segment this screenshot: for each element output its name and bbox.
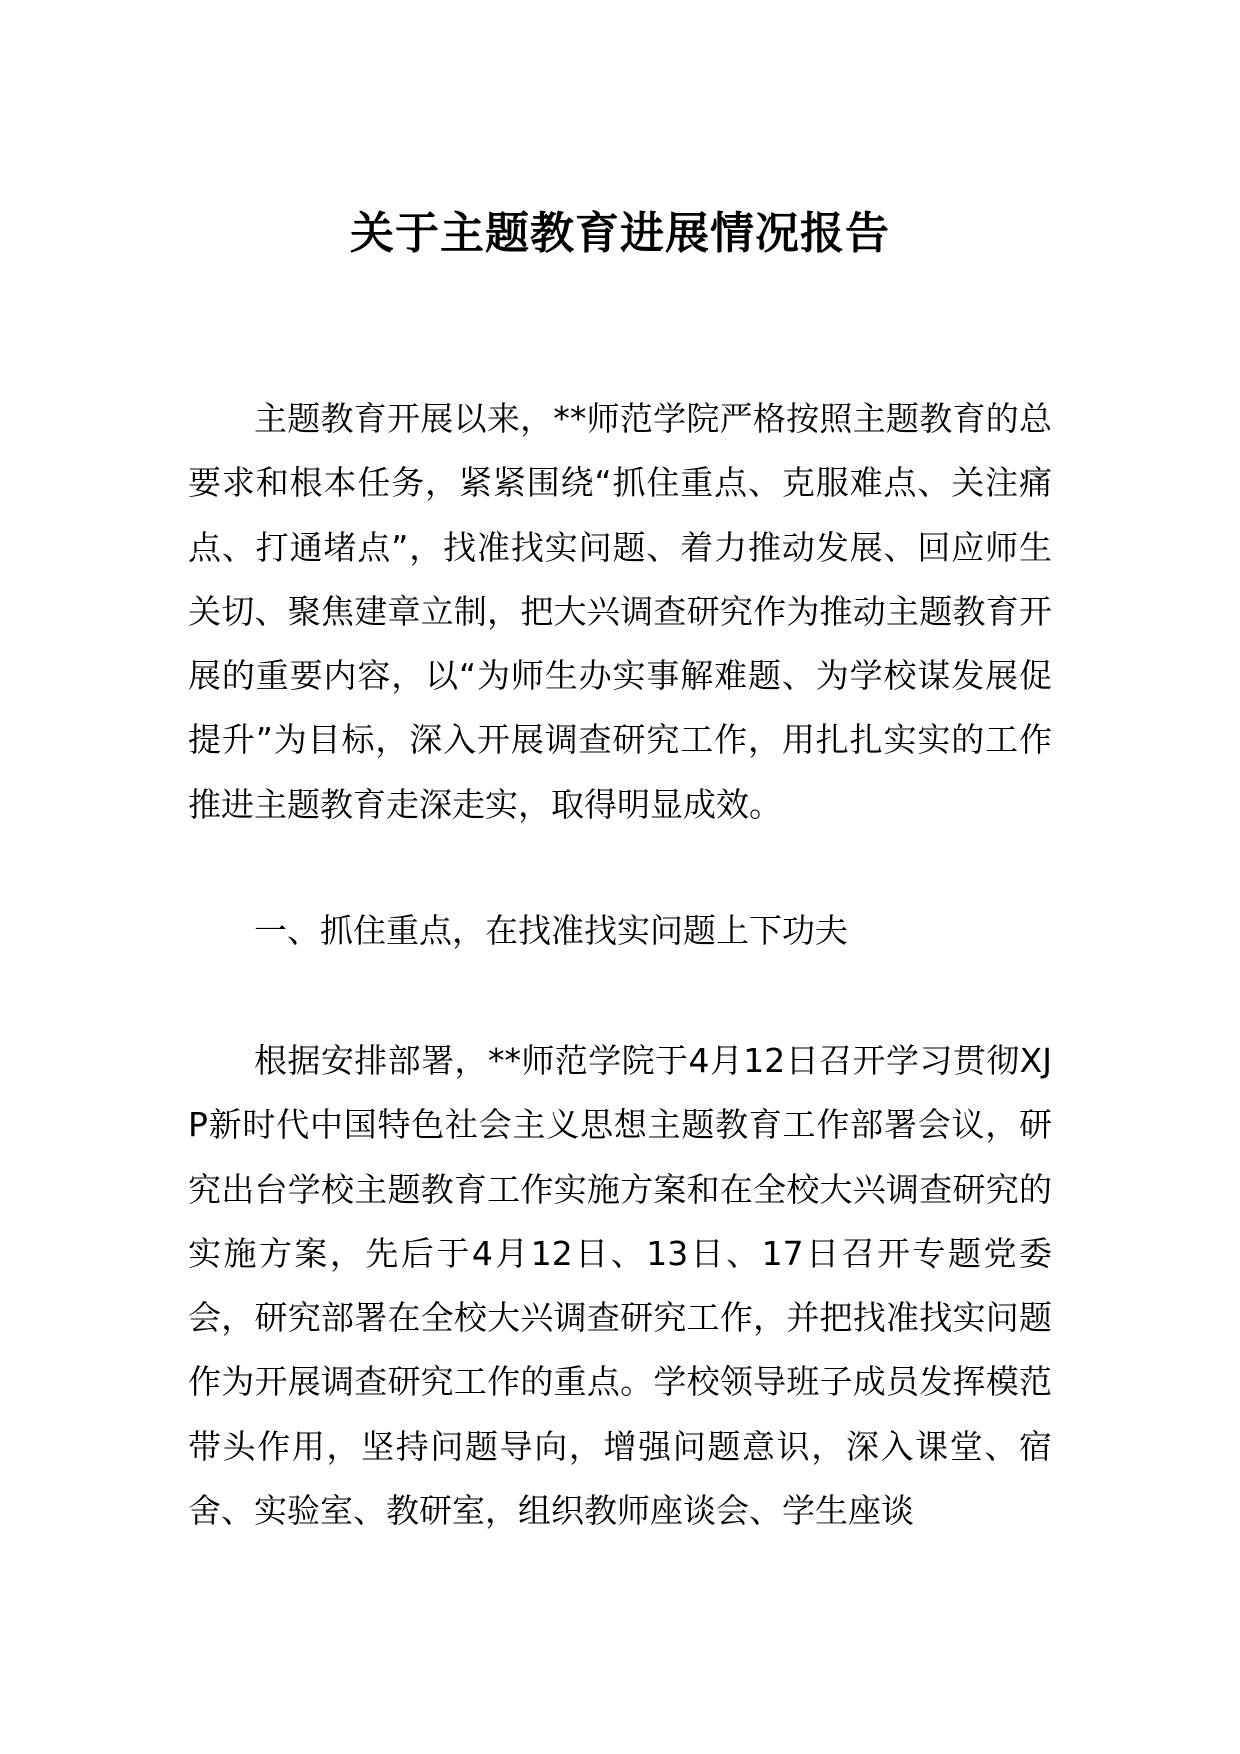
body-paragraph: 根据安排部署，**师范学院于4月12日召开学习贯彻XJP新时代中国特色社会主义思想主题教育工作部署会议，研究出台学校主题教育工作实施方案和在全校大兴调查研究的实施方案，先后于4月12日、13日、17日召开专题党委会，研究部署在全校大兴调查研究工作，并把找准找实问题作为开展调查研究工作的重点。学校领导班子成员发挥模范带头作用，坚持问题导向，增强问题意识，深入课堂、宿舍、实验室、教研室，组织教师座谈会、学生座谈 [188, 1041, 1052, 1531]
intro-paragraph: 主题教育开展以来，**师范学院严格按照主题教育的总要求和根本任务，紧紧围绕“抓住重点、克服难点、关注痛点、打通堵点”，找准找实问题、着力推动发展、回应师生关切、聚焦建章立制，把大兴调查研究作为推动主题教育开展的重要内容，以“为师生办实事解难题、为学校谋发展促提升”为目标，深入开展调查研究工作，用扎扎实实的工作推进主题教育走深走实，取得明显成效。 [188, 399, 1052, 824]
document-title: 关于主题教育进展情况报告 [350, 208, 890, 259]
section-heading: 一、抓住重点，在找准找实问题上下功夫 [254, 911, 848, 950]
